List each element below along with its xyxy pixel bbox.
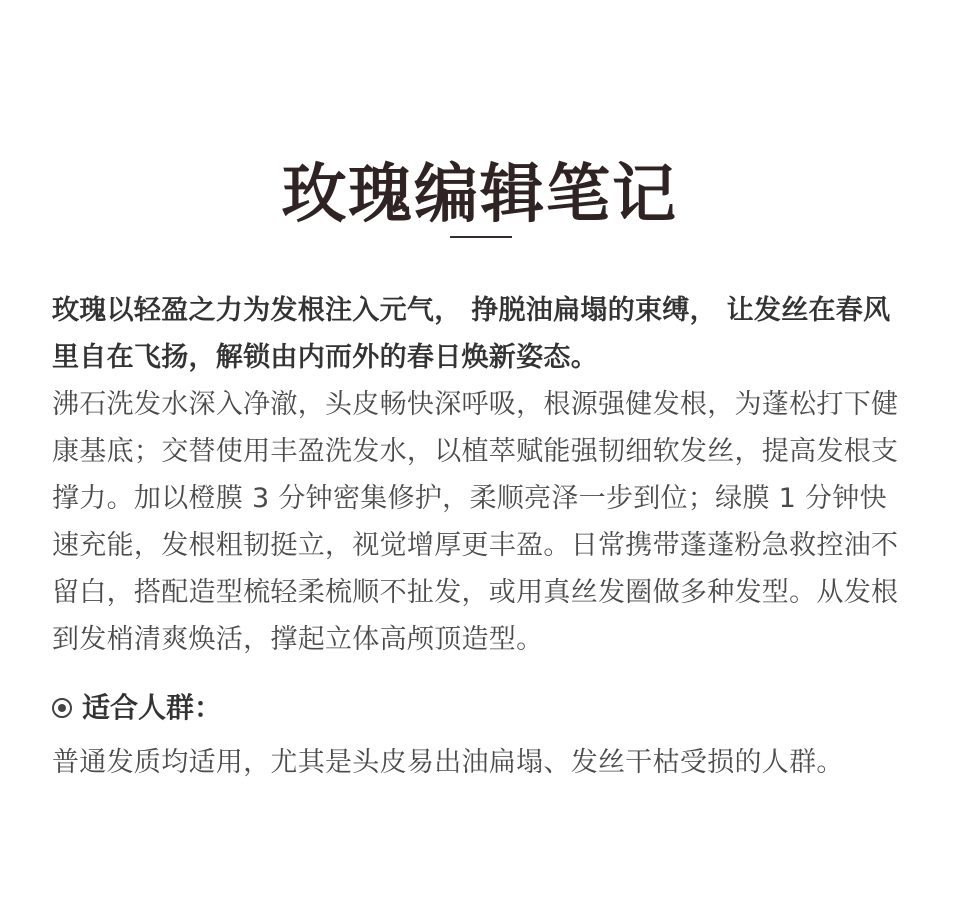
body-paragraph: 沸石洗发水深入净澈，头皮畅快深呼吸，根源强健发根，为蓬松打下健康基底；交替使用丰盈洗发水，以植萃赋能强韧细软发丝，提高发根支撑力。加以橙膜 3 分钟密集修护，柔顺亮泽一步到位；绿膜 1 分钟快速充能，发根粗韧挺立，视觉增厚更丰盈。日常携带蓬蓬粉急救控油不留白，搭配造型梳轻柔梳顺不扯发，或用真丝发圈做多种发型。从发根到发梢清爽焕活，撑起立体高颅顶造型。 bbox=[52, 389, 899, 655]
target-circle-icon bbox=[52, 698, 72, 718]
page-title: 玫瑰编辑笔记 bbox=[282, 156, 678, 232]
suitable-heading bbox=[52, 686, 910, 730]
suitable-text: 普通发质均适用，尤其是头皮易出油扁塌、发丝干枯受损的人群。 bbox=[52, 747, 844, 778]
lead-paragraph: 玫瑰以轻盈之力为发根注入元气， 挣脱油扁塌的束缚， 让发丝在春风里自在飞扬，解锁由内而外的春日焕新姿态。 bbox=[52, 295, 891, 373]
description-block bbox=[52, 287, 910, 663]
title-divider bbox=[450, 236, 512, 238]
suitable-heading-label: 适合人群： bbox=[82, 691, 223, 724]
